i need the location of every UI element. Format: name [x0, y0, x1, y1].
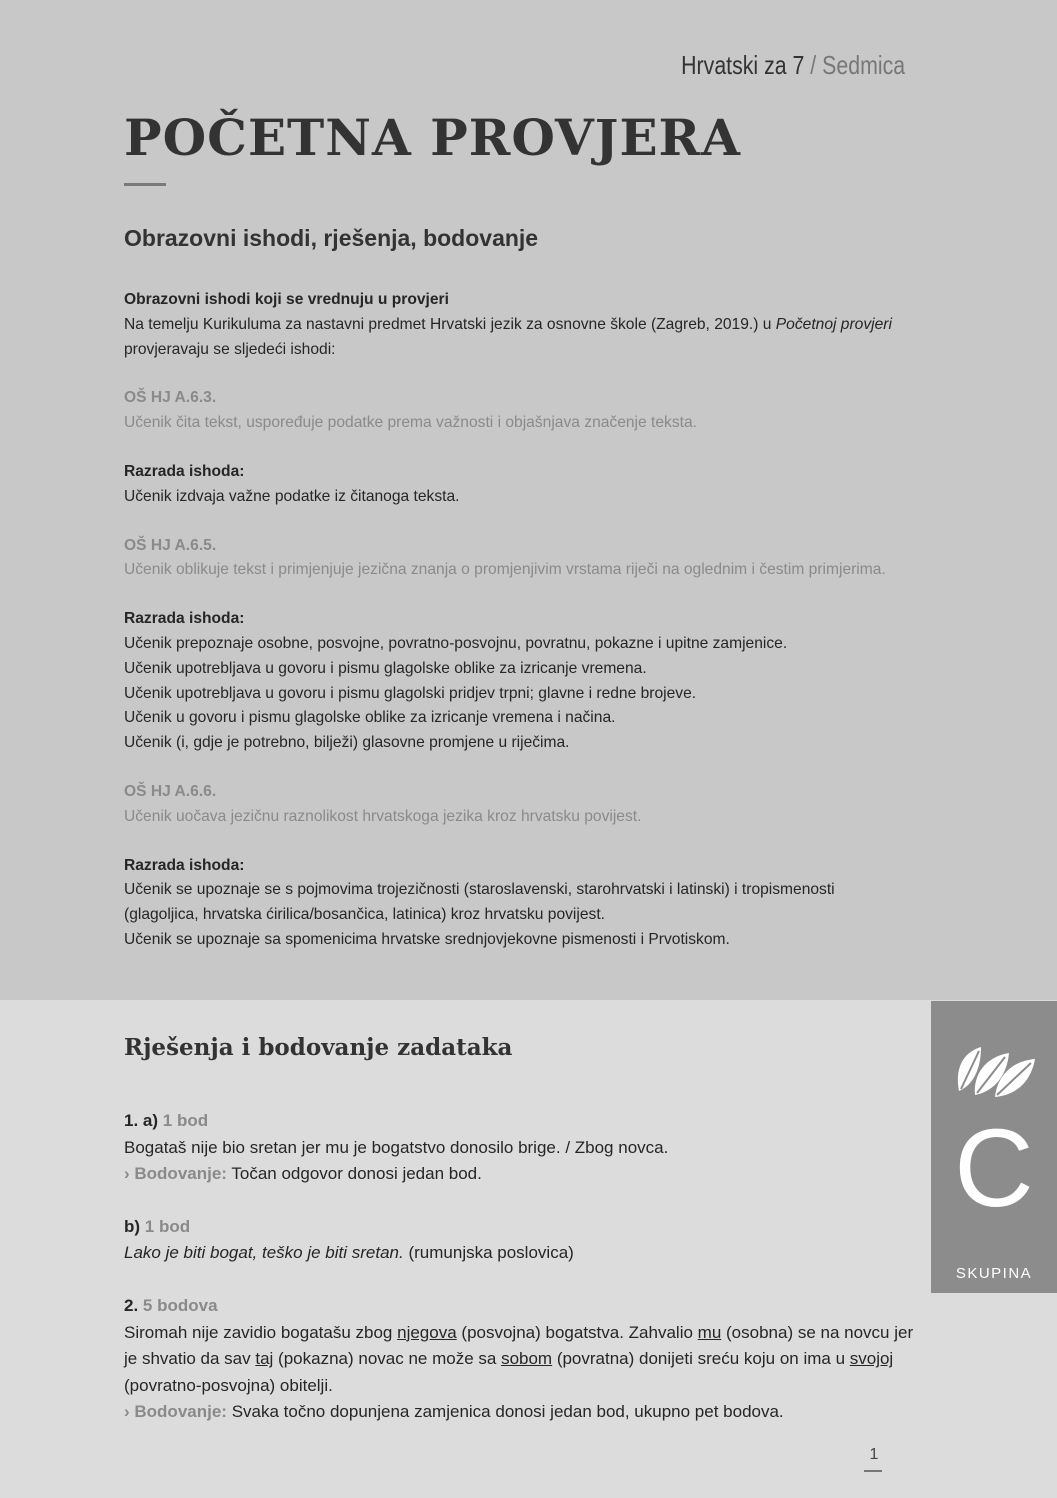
group-label: SKUPINA: [955, 1265, 1033, 1282]
outcome-desc: Učenik oblikuje tekst i primjenjuje jezična znanja o promjenjivim vrstama riječi na oglednim i čestim primjerima.: [124, 561, 886, 579]
task-points: 1 bod: [162, 1111, 209, 1130]
task-2-answer: [124, 1320, 914, 1400]
scoring-label: › Bodovanje:: [124, 1402, 227, 1422]
razrada-label: Razrada ishoda:: [124, 610, 245, 628]
answer-text: (osobna) se na novcu jer: [721, 1322, 914, 1342]
task-1a-scoring: [124, 1161, 914, 1188]
task-number: b): [124, 1216, 141, 1236]
answer-text: Siromah nije zavidio bogatašu zbog: [124, 1322, 398, 1342]
answer-rest: (rumunjska poslovica): [408, 1243, 574, 1263]
intro-text-before: Na temelju Kurikuluma za nastavni predmet Hrvatski jezik za osnovne škole (Zagreb, 2019.) u: [124, 315, 776, 333]
razrada-item: (glagoljica, hrvatska ćirilica/bosančica, latinica) kroz hrvatsku povijest.: [124, 906, 606, 924]
task-points: 5 bodova: [142, 1295, 218, 1315]
underlined-word: sobom: [501, 1349, 553, 1369]
group-letter: C: [954, 1107, 1034, 1230]
task-2-heading: [124, 1293, 914, 1320]
intro-text: [124, 313, 924, 363]
intro-heading: Obrazovni ishodi koji se vrednuju u provjeri: [124, 291, 449, 308]
answer-text: (pokazna) novac ne može sa: [273, 1349, 502, 1369]
outcome-code: OŠ HJ A.6.3.: [124, 389, 217, 407]
title-rule: [124, 183, 166, 186]
leaf-icon: [951, 1041, 1037, 1097]
outcome-desc: Učenik uočava jezičnu raznolikost hrvatskoga jezika kroz hrvatsku povijest.: [124, 807, 642, 825]
task-points: 1 bod: [144, 1216, 191, 1236]
answer-text: (povratno-posvojna) obitelji.: [124, 1375, 333, 1395]
task-1b-heading: [124, 1214, 914, 1241]
header-separator: /: [810, 50, 817, 80]
razrada-item: Učenik se upoznaje se s pojmovima trojezičnosti (staroslavenski, starohrvatski i latinski) i tropismenosti: [124, 881, 835, 899]
razrada-item: Učenik prepoznaje osobne, posvojne, povratno-posvojnu, povratnu, pokazne i upitne zamjenice.: [124, 634, 788, 652]
outcome-desc: Učenik čita tekst, uspoređuje podatke prema važnosti i objašnjava značenje teksta.: [124, 414, 697, 432]
task-1a-heading: [124, 1108, 914, 1135]
intro-text-after: provjeravaju se sljedeći ishodi:: [124, 340, 336, 358]
answer-italic: Lako je biti bogat, teško je biti sretan.: [124, 1243, 404, 1263]
outcome-code: OŠ HJ A.6.5.: [124, 536, 217, 554]
task-1b-answer: [124, 1240, 914, 1267]
answer-text: je shvatio da sav: [124, 1349, 256, 1369]
task-number: 2.: [124, 1295, 139, 1315]
solutions-section: [124, 1108, 914, 1426]
razrada-item: Učenik (i, gdje je potrebno, bilježi) glasovne promjene u riječima.: [124, 734, 570, 752]
page-number-rule: [864, 1470, 882, 1472]
page-title: POČETNA PROVJERA: [124, 108, 741, 167]
underlined-word: njegova: [397, 1322, 457, 1342]
razrada-item: Učenik upotrebljava u govoru i pismu glagolske oblike za izricanje vremena.: [124, 659, 647, 677]
scoring-text: Točan odgovor donosi jedan bod.: [231, 1164, 482, 1184]
answer-text: (povratna) donijeti sreću koju on ima u: [552, 1349, 850, 1369]
underlined-word: taj: [255, 1349, 274, 1369]
page-number: 1: [869, 1446, 879, 1463]
page-subtitle: Obrazovni ishodi, rješenja, bodovanje: [124, 225, 539, 251]
razrada-label: Razrada ishoda:: [124, 856, 245, 874]
underlined-word: mu: [697, 1322, 722, 1342]
razrada-item: Učenik izdvaja važne podatke iz čitanoga teksta.: [124, 487, 460, 505]
running-header: [681, 50, 905, 81]
header-series: Sedmica: [822, 50, 905, 80]
scoring-text: Svaka točno dopunjena zamjenica donosi jedan bod, ukupno pet bodova.: [231, 1402, 784, 1422]
group-tab: [931, 1001, 1057, 1293]
razrada-item: Učenik se upoznaje sa spomenicima hrvatske srednjovjekovne pismenosti i Prvotiskom.: [124, 930, 730, 948]
answer-text: (posvojna) bogatstva. Zahvalio: [456, 1322, 698, 1342]
task-number: 1. a): [124, 1111, 159, 1130]
intro-text-italic: Početnoj provjeri: [775, 315, 892, 333]
razrada-item: Učenik u govoru i pismu glagolske oblike za izricanje vremena i načina.: [124, 709, 616, 727]
scoring-label: › Bodovanje:: [124, 1164, 227, 1184]
underlined-word: svojoj: [849, 1349, 894, 1369]
header-book: Hrvatski za 7: [681, 50, 805, 80]
section-title: Rješenja i bodovanje zadataka: [124, 1034, 513, 1061]
outcome-code: OŠ HJ A.6.6.: [124, 782, 217, 800]
razrada-item: Učenik upotrebljava u govoru i pismu glagolski pridjev trpni; glavne i redne brojeve.: [124, 684, 697, 702]
task-1a-answer: Bogataš nije bio sretan jer mu je bogatstvo donosilo brige. / Zbog novca.: [124, 1137, 669, 1157]
razrada-label: Razrada ishoda:: [124, 462, 245, 480]
task-2-scoring: [124, 1399, 914, 1426]
outcomes-section: [124, 288, 924, 953]
